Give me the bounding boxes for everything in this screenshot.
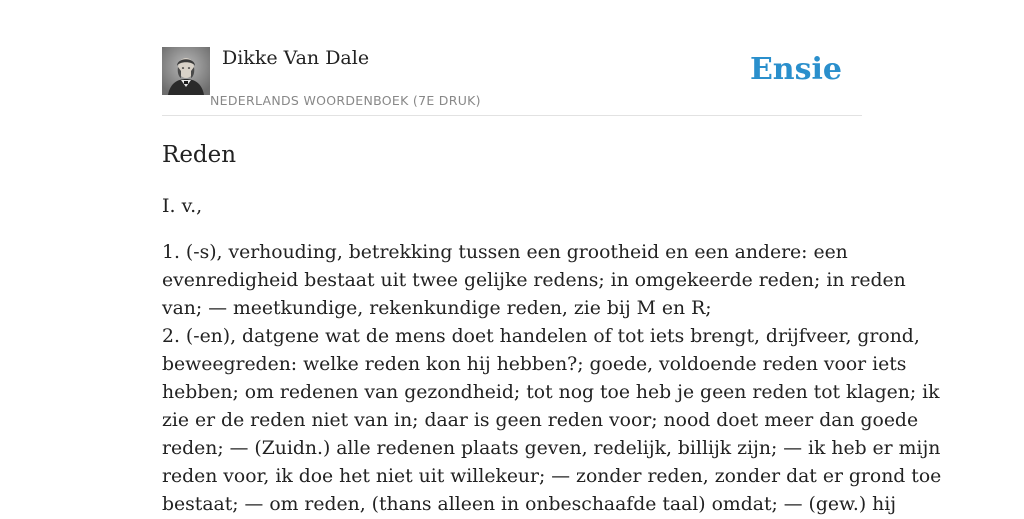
header [162,0,862,116]
definition-line: 2. (-en), datgene wat de mens doet handelen of tot iets brengt, drijfveer, grond, [162,326,920,347]
definition-line: evenredigheid bestaat uit twee gelijke redens; in omgekeerde reden; in reden [162,270,906,291]
definition-line: van; — meetkundige, rekenkundige reden, zie bij M en R; [162,298,712,319]
definition-line: 1. (-s), verhouding, betrekking tussen een grootheid en een andere: een [162,242,848,263]
portrait-photo-icon [162,47,210,95]
entry-grammar: I. v., [162,195,203,217]
definition-line: beweegreden: welke reden kon hij hebben?; goede, voldoende reden voor iets [162,354,907,375]
definition-line: bestaat; — om reden, (thans alleen in onbeschaafde taal) omdat; — (gew.) hij [162,494,897,515]
definition-line: zie er de reden niet van in; daar is geen reden voor; nood doet meer dan goede [162,410,919,431]
definition-line: hebben; om redenen van gezondheid; tot nog toe heb je geen reden tot klagen; ik [162,382,940,403]
entry-definition [162,239,942,519]
author-name[interactable]: Dikke Van Dale [222,47,370,69]
entry-title: Reden [162,142,237,168]
definition-line: reden; — (Zuidn.) alle redenen plaats geven, redelijk, billijk zijn; — ik heb er mijn [162,438,941,459]
definition-line: reden voor, ik doe het niet uit willekeur; — zonder reden, zonder dat er grond toe [162,466,942,487]
brand-logo[interactable]: Ensie [749,52,842,87]
source-label[interactable]: NEDERLANDS WOORDENBOEK (7E DRUK) [210,93,481,108]
page [162,0,942,515]
author-avatar[interactable] [162,47,210,95]
